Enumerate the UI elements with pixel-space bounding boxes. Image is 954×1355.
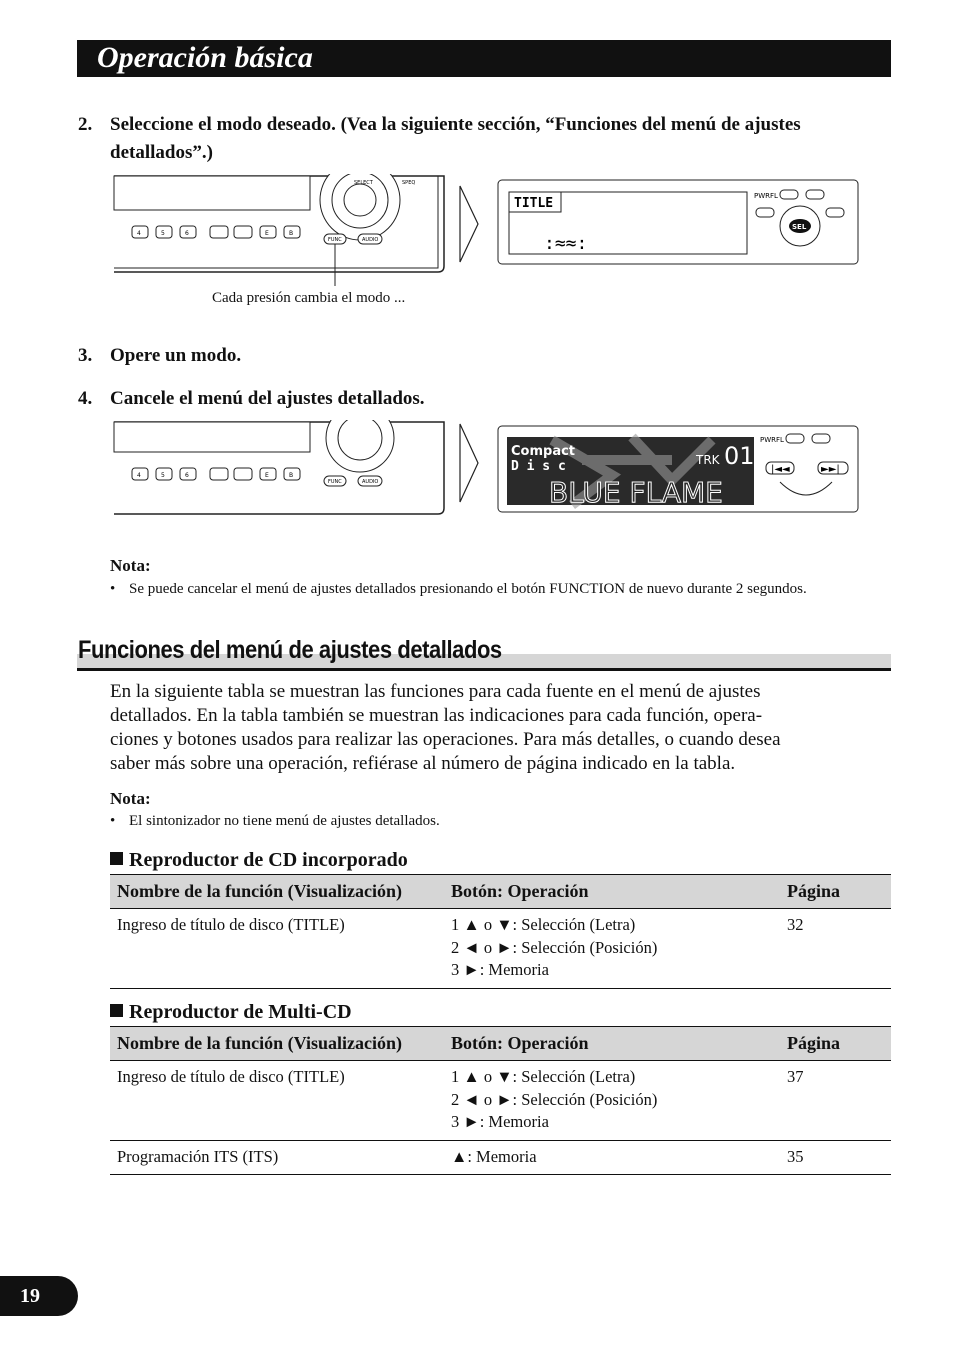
column-header: Botón: Operación [444, 875, 780, 909]
svg-text:SPEQ: SPEQ [402, 180, 416, 186]
intro-paragraph [110, 680, 850, 776]
svg-text:PWRFL: PWRFL [760, 436, 784, 444]
column-header: Botón: Operación [444, 1027, 780, 1061]
svg-text:Compact: Compact [511, 444, 576, 459]
svg-text:BLUE FLAME: BLUE FLAME [549, 476, 723, 509]
table-heading [110, 849, 408, 872]
page-number-tab [0, 1276, 78, 1316]
note-heading: Nota: [110, 556, 151, 575]
column-header: Página [780, 1027, 891, 1061]
operation-line: 2 ◄ o ►: Selección (Posición) [451, 1089, 658, 1109]
column-header: Nombre de la función (Visualización) [110, 1027, 444, 1061]
svg-text:B: B [289, 472, 294, 479]
table-header-row [110, 875, 891, 909]
note-bullet: • Se puede cancelar el menú de ajustes detallados presionando el botón FUNCTION de nuevo durante 2 segundos. [110, 579, 830, 619]
svg-text:|◄◄: |◄◄ [771, 464, 790, 475]
operation-cell [444, 1140, 780, 1175]
functions-table-cd [110, 874, 891, 989]
svg-text:►►|: ►►| [821, 464, 840, 475]
note-heading: Nota: [110, 789, 151, 808]
table-row [110, 1061, 891, 1141]
svg-text:AUDIO: AUDIO [362, 237, 379, 243]
function-name: Ingreso de título de disco (TITLE) [110, 909, 444, 989]
svg-text:6: 6 [185, 230, 189, 237]
svg-text:SEL: SEL [792, 223, 807, 231]
note-text: El sintonizador no tiene menú de ajustes detallados. [129, 813, 440, 829]
functions-table-multi-cd [110, 1026, 891, 1175]
function-name: Programación ITS (ITS) [110, 1140, 444, 1175]
svg-text:E: E [265, 472, 269, 479]
page-title: Operación básica [97, 41, 313, 74]
svg-text::≈≈:: :≈≈: [544, 233, 588, 254]
intro-line: En la siguiente tabla se muestran las funciones para cada fuente en el menú de ajustes [110, 681, 761, 702]
display-blue-flame-illustration [498, 426, 858, 512]
svg-text:01: 01 [724, 442, 755, 470]
display-title-text: TITLE [514, 196, 554, 211]
select-label: SELECT [354, 180, 373, 186]
svg-text:4: 4 [137, 230, 141, 237]
square-bullet-icon [110, 852, 123, 865]
operation-cell [444, 1061, 780, 1141]
arrow-right-icon [460, 186, 478, 262]
column-header: Nombre de la función (Visualización) [110, 875, 444, 909]
step-number: 4. [78, 388, 93, 409]
svg-text:FUNC: FUNC [328, 479, 342, 485]
intro-line: ciones y botones usados para realizar las operaciones. Para más detalles, o cuando desea [110, 729, 781, 750]
intro-line: detallados. En la tabla también se muestran las indicaciones para cada función, opera- [110, 705, 763, 726]
operation-line: 1 ▲ o ▼: Selección (Letra) [451, 1067, 636, 1086]
svg-text:5: 5 [161, 472, 165, 479]
page-reference: 35 [780, 1140, 891, 1175]
arrow-right-icon [460, 424, 478, 502]
note-bullet: • El sintonizador no tiene menú de ajustes detallados. [110, 811, 830, 831]
page-reference: 32 [780, 909, 891, 989]
svg-text:E: E [265, 230, 269, 237]
table-row [110, 909, 891, 989]
svg-text:PWRFL: PWRFL [754, 192, 778, 200]
svg-text:D i s c: D i s c [511, 459, 566, 474]
step-text: Cancele el menú del ajustes detallados. [110, 388, 425, 409]
function-name: Ingreso de título de disco (TITLE) [110, 1061, 444, 1141]
step-3 [78, 342, 858, 372]
column-header: Página [780, 875, 891, 909]
operation-line: ▲: Memoria [451, 1146, 537, 1166]
figure-caption: Cada presión cambia el modo ... [212, 290, 406, 306]
page-reference: 37 [780, 1061, 891, 1141]
step-text: Seleccione el modo deseado. (Vea la siguiente sección, “Funciones del menú de ajustes detallados”.) [110, 114, 801, 163]
table-row [110, 1140, 891, 1175]
operation-line: 3 ►: Memoria [451, 1112, 549, 1131]
table-heading [110, 1001, 352, 1024]
step-number: 2. [78, 114, 93, 135]
svg-text:B: B [289, 230, 294, 237]
section-title: Funciones del menú de ajustes detallados [78, 636, 502, 664]
svg-text:5: 5 [161, 230, 165, 237]
svg-text:FUNC: FUNC [328, 237, 342, 243]
svg-text:6: 6 [185, 472, 189, 479]
square-bullet-icon [110, 1004, 123, 1017]
table-heading-text: Reproductor de Multi-CD [129, 1001, 352, 1023]
operation-line: 2 ◄ o ►: Selección (Posición) [451, 937, 658, 957]
head-unit-panel-illustration [114, 420, 444, 514]
svg-text:AUDIO: AUDIO [362, 479, 379, 485]
figure-panel-title-mode [112, 174, 862, 294]
table-heading-text: Reproductor de CD incorporado [129, 849, 408, 871]
page-number: 19 [20, 1285, 40, 1307]
step-text: Opere un modo. [110, 345, 242, 366]
operation-line: 3 ►: Memoria [451, 960, 549, 979]
step-number: 3. [78, 345, 93, 366]
head-unit-panel-illustration [114, 174, 444, 286]
header-bar [77, 40, 891, 77]
svg-text:4: 4 [137, 472, 141, 479]
operation-line: 1 ▲ o ▼: Selección (Letra) [451, 915, 636, 934]
svg-text:TRK: TRK [696, 453, 720, 467]
step-4 [78, 385, 858, 415]
figure-panel-normal-display [112, 420, 862, 520]
table-header-row [110, 1027, 891, 1061]
operation-cell [444, 909, 780, 989]
step-2 [78, 111, 858, 167]
intro-line: saber más sobre una operación, refiérase al número de página indicado en la tabla. [110, 753, 736, 774]
note-text: Se puede cancelar el menú de ajustes detallados presionando el botón FUNCTION de nuevo durante 2 segundos. [129, 581, 807, 597]
display-title-illustration [498, 180, 858, 264]
